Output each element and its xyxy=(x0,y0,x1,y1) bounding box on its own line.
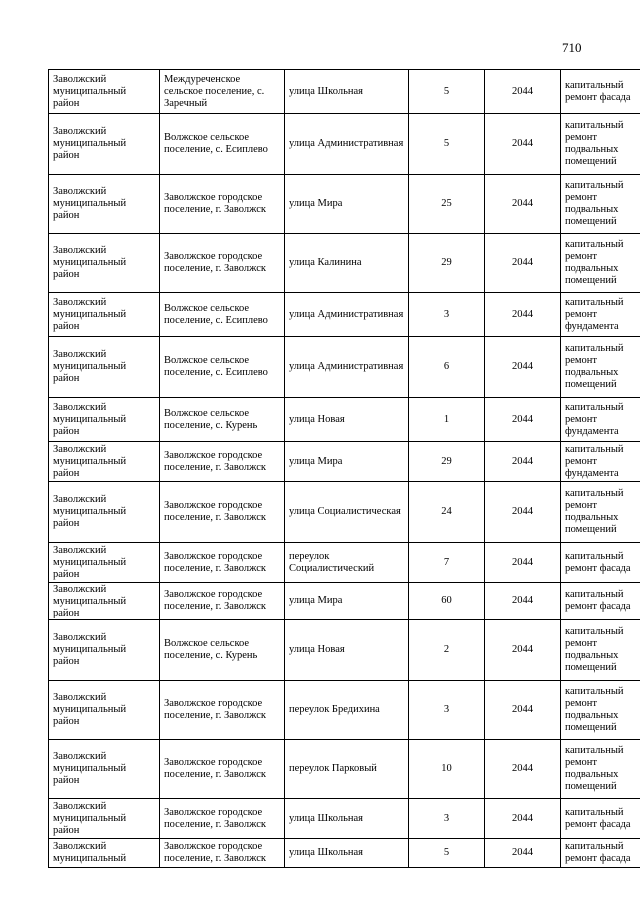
work-type-cell-text: капитальный ремонт подвальных помещений xyxy=(565,488,624,535)
work-type-cell xyxy=(561,70,640,114)
street-cell-text: улица Административная xyxy=(289,361,404,372)
year-cell xyxy=(485,398,561,442)
house-number-cell xyxy=(409,337,485,398)
year-cell-text: 2044 xyxy=(512,556,533,568)
settlement-cell xyxy=(160,114,285,175)
district-cell xyxy=(49,583,160,620)
district-cell-text: Заволжский муниципальный район xyxy=(53,800,127,836)
page-number: 710 xyxy=(562,40,582,55)
settlement-cell xyxy=(160,482,285,543)
year-cell-text: 2044 xyxy=(512,361,533,372)
year-cell-text: 2044 xyxy=(512,847,533,858)
street-cell xyxy=(285,234,409,293)
work-type-cell xyxy=(561,293,640,337)
work-type-cell xyxy=(561,620,640,681)
street-cell xyxy=(285,583,409,620)
street-cell-text: улица Мира xyxy=(289,455,343,467)
street-cell-text: улица Новая xyxy=(289,413,345,425)
settlement-cell-text: Волжское сельское поселение, с. Курень xyxy=(164,638,258,661)
house-number-cell xyxy=(409,543,485,583)
year-cell-text: 2044 xyxy=(512,138,533,149)
work-type-cell-text: капитальный ремонт фасада xyxy=(565,79,631,103)
work-type-cell-text: капитальный ремонт подвальных помещений xyxy=(565,626,624,673)
work-type-cell-text: капитальный ремонт фасада xyxy=(565,841,631,864)
street-cell-text: улица Калинина xyxy=(289,257,362,268)
settlement-cell xyxy=(160,442,285,482)
district-cell-text: Заволжский муниципальный район xyxy=(53,401,127,437)
house-number-cell-text: 60 xyxy=(441,595,452,606)
table-row xyxy=(49,482,640,543)
table-row xyxy=(49,442,640,482)
district-cell xyxy=(49,482,160,543)
work-type-cell xyxy=(561,442,640,482)
settlement-cell-text: Заволжское городское поселение, г. Заволжск xyxy=(164,449,266,473)
street-cell xyxy=(285,839,409,868)
house-number-cell-text: 5 xyxy=(443,85,450,97)
year-cell xyxy=(485,234,561,293)
house-number-cell xyxy=(409,398,485,442)
year-cell xyxy=(485,442,561,482)
table-row xyxy=(49,543,640,583)
table-row xyxy=(49,583,640,620)
district-cell xyxy=(49,337,160,398)
year-cell-text: 2044 xyxy=(512,595,533,606)
year-cell xyxy=(485,293,561,337)
house-number-cell xyxy=(409,175,485,234)
work-type-cell-text: капитальный ремонт подвальных помещений xyxy=(565,180,624,227)
settlement-cell-text: Заволжское городское поселение, г. Заволжск xyxy=(164,806,266,830)
street-cell xyxy=(285,543,409,583)
district-cell-text: Заволжский муниципальный район xyxy=(53,632,127,667)
house-number-cell xyxy=(409,620,485,681)
work-type-cell-text: капитальный ремонт подвальных помещений xyxy=(565,745,624,792)
house-number-cell xyxy=(409,583,485,620)
year-cell xyxy=(485,620,561,681)
house-number-cell-text: 3 xyxy=(443,704,450,715)
table-row xyxy=(49,114,640,175)
house-number-cell-text: 1 xyxy=(443,413,450,425)
settlement-cell-text: Междуреченское сельское поселение, с. Заречный xyxy=(164,73,265,109)
table-row xyxy=(49,175,640,234)
street-cell xyxy=(285,398,409,442)
year-cell xyxy=(485,740,561,799)
district-cell-text: Заволжский муниципальный район xyxy=(53,245,127,280)
work-type-cell-text: капитальный ремонт фасада xyxy=(565,589,631,612)
district-cell-text: Заволжский муниципальный район xyxy=(53,73,127,109)
house-number-cell-text: 24 xyxy=(441,506,452,517)
street-cell-text: улица Мира xyxy=(289,595,343,606)
district-cell xyxy=(49,398,160,442)
street-cell-text: переулок Бредихина xyxy=(289,704,380,715)
housing-repair-table xyxy=(48,69,640,868)
house-number-cell-text: 25 xyxy=(441,198,452,209)
street-cell-text: улица Школьная xyxy=(289,812,363,824)
district-cell-text: Заволжский муниципальный xyxy=(53,841,127,864)
settlement-cell xyxy=(160,234,285,293)
house-number-cell-text: 29 xyxy=(441,257,452,268)
district-cell-text: Заволжский муниципальный район xyxy=(53,443,127,479)
district-cell xyxy=(49,293,160,337)
house-number-cell-text: 10 xyxy=(441,763,452,774)
house-number-cell xyxy=(409,740,485,799)
street-cell xyxy=(285,681,409,740)
work-type-cell xyxy=(561,543,640,583)
work-type-cell xyxy=(561,175,640,234)
district-cell xyxy=(49,740,160,799)
year-cell xyxy=(485,799,561,839)
district-cell-text: Заволжский муниципальный район xyxy=(53,126,127,161)
table-row xyxy=(49,620,640,681)
work-type-cell-text: капитальный ремонт подвальных помещений xyxy=(565,239,624,286)
settlement-cell xyxy=(160,293,285,337)
district-cell xyxy=(49,681,160,740)
year-cell-text: 2044 xyxy=(512,257,533,268)
year-cell-text: 2044 xyxy=(512,763,533,774)
street-cell xyxy=(285,114,409,175)
settlement-cell xyxy=(160,740,285,799)
table-row xyxy=(49,293,640,337)
street-cell xyxy=(285,799,409,839)
work-type-cell xyxy=(561,114,640,175)
street-cell xyxy=(285,442,409,482)
year-cell-text: 2044 xyxy=(512,198,533,209)
house-number-cell-text: 3 xyxy=(443,308,450,320)
year-cell xyxy=(485,70,561,114)
district-cell-text: Заволжский муниципальный район xyxy=(53,296,127,332)
street-cell-text: переулок Парковый xyxy=(289,763,377,774)
house-number-cell xyxy=(409,234,485,293)
house-number-cell-text: 5 xyxy=(443,847,450,858)
work-type-cell xyxy=(561,337,640,398)
table-row xyxy=(49,234,640,293)
house-number-cell xyxy=(409,482,485,543)
settlement-cell xyxy=(160,681,285,740)
street-cell xyxy=(285,740,409,799)
year-cell xyxy=(485,337,561,398)
settlement-cell-text: Заволжское городское поселение, г. Заволжск xyxy=(164,589,266,612)
district-cell xyxy=(49,114,160,175)
work-type-cell-text: капитальный ремонт фасада xyxy=(565,806,631,830)
street-cell-text: улица Школьная xyxy=(289,85,363,97)
settlement-cell-text: Заволжское городское поселение, г. Заволжск xyxy=(164,550,266,574)
settlement-cell-text: Заволжское городское поселение, г. Заволжск xyxy=(164,500,266,523)
table-row xyxy=(49,681,640,740)
year-cell-text: 2044 xyxy=(512,308,533,320)
settlement-cell-text: Заволжское городское поселение, г. Заволжск xyxy=(164,251,266,274)
year-cell-text: 2044 xyxy=(512,506,533,517)
work-type-cell-text: капитальный ремонт фундамента xyxy=(565,443,624,479)
house-number-cell-text: 29 xyxy=(441,455,452,467)
house-number-cell-text: 6 xyxy=(443,361,450,372)
house-number-cell xyxy=(409,293,485,337)
house-number-cell xyxy=(409,799,485,839)
work-type-cell-text: капитальный ремонт фундамента xyxy=(565,401,624,437)
settlement-cell-text: Заволжское городское поселение, г. Заволжск xyxy=(164,192,266,215)
table-row xyxy=(49,398,640,442)
street-cell xyxy=(285,175,409,234)
work-type-cell xyxy=(561,234,640,293)
district-cell xyxy=(49,175,160,234)
district-cell-text: Заволжский муниципальный район xyxy=(53,751,127,786)
year-cell-text: 2044 xyxy=(512,704,533,715)
district-cell xyxy=(49,839,160,868)
house-number-cell-text: 2 xyxy=(443,644,450,655)
street-cell-text: переулок Социалистический xyxy=(289,550,375,574)
year-cell xyxy=(485,482,561,543)
district-cell xyxy=(49,442,160,482)
settlement-cell xyxy=(160,543,285,583)
work-type-cell xyxy=(561,839,640,868)
house-number-cell xyxy=(409,681,485,740)
street-cell-text: улица Новая xyxy=(289,644,345,655)
year-cell-text: 2044 xyxy=(512,85,533,97)
year-cell xyxy=(485,175,561,234)
work-type-cell-text: капитальный ремонт фундамента xyxy=(565,296,624,332)
street-cell-text: улица Административная xyxy=(289,138,404,149)
settlement-cell-text: Заволжское городское поселение, г. Заволжск xyxy=(164,757,266,780)
work-type-cell xyxy=(561,583,640,620)
work-type-cell-text: капитальный ремонт подвальных помещений xyxy=(565,686,624,733)
settlement-cell-text: Заволжское городское поселение, г. Заволжск xyxy=(164,698,266,721)
year-cell xyxy=(485,839,561,868)
street-cell-text: улица Школьная xyxy=(289,847,363,858)
year-cell xyxy=(485,114,561,175)
district-cell-text: Заволжский муниципальный район xyxy=(53,584,127,618)
district-cell xyxy=(49,234,160,293)
year-cell-text: 2044 xyxy=(512,644,533,655)
year-cell xyxy=(485,583,561,620)
district-cell-text: Заволжский муниципальный район xyxy=(53,494,127,529)
house-number-cell xyxy=(409,839,485,868)
district-cell-text: Заволжский муниципальный район xyxy=(53,544,127,580)
house-number-cell xyxy=(409,70,485,114)
table-row xyxy=(49,799,640,839)
house-number-cell xyxy=(409,114,485,175)
street-cell xyxy=(285,337,409,398)
street-cell xyxy=(285,70,409,114)
table-row xyxy=(49,70,640,114)
house-number-cell-text: 7 xyxy=(443,556,450,568)
house-number-cell-text: 5 xyxy=(443,138,450,149)
settlement-cell-text: Волжское сельское поселение, с. Курень xyxy=(164,407,258,431)
table-row xyxy=(49,337,640,398)
settlement-cell xyxy=(160,337,285,398)
settlement-cell xyxy=(160,620,285,681)
table-row xyxy=(49,839,640,868)
district-cell xyxy=(49,70,160,114)
settlement-cell-text: Заволжское городское поселение, г. Заволжск xyxy=(164,841,266,864)
district-cell xyxy=(49,799,160,839)
street-cell xyxy=(285,482,409,543)
work-type-cell xyxy=(561,681,640,740)
work-type-cell xyxy=(561,740,640,799)
settlement-cell-text: Волжское сельское поселение, с. Есиплево xyxy=(164,302,268,326)
street-cell-text: улица Социалистическая xyxy=(289,506,401,517)
work-type-cell xyxy=(561,799,640,839)
work-type-cell xyxy=(561,398,640,442)
settlement-cell-text: Волжское сельское поселение, с. Есиплево xyxy=(164,355,268,378)
settlement-cell-text: Волжское сельское поселение, с. Есиплево xyxy=(164,132,268,155)
work-type-cell-text: капитальный ремонт подвальных помещений xyxy=(565,343,624,390)
settlement-cell xyxy=(160,583,285,620)
settlement-cell xyxy=(160,839,285,868)
work-type-cell-text: капитальный ремонт подвальных помещений xyxy=(565,120,624,167)
settlement-cell xyxy=(160,398,285,442)
district-cell-text: Заволжский муниципальный район xyxy=(53,692,127,727)
house-number-cell-text: 3 xyxy=(443,812,450,824)
year-cell-text: 2044 xyxy=(512,812,533,824)
settlement-cell xyxy=(160,175,285,234)
settlement-cell xyxy=(160,70,285,114)
settlement-cell xyxy=(160,799,285,839)
street-cell xyxy=(285,620,409,681)
district-cell xyxy=(49,620,160,681)
district-cell xyxy=(49,543,160,583)
street-cell xyxy=(285,293,409,337)
work-type-cell-text: капитальный ремонт фасада xyxy=(565,550,631,574)
work-type-cell xyxy=(561,482,640,543)
year-cell xyxy=(485,543,561,583)
district-cell-text: Заволжский муниципальный район xyxy=(53,186,127,221)
district-cell-text: Заволжский муниципальный район xyxy=(53,349,127,384)
year-cell xyxy=(485,681,561,740)
house-number-cell xyxy=(409,442,485,482)
table-row xyxy=(49,740,640,799)
year-cell-text: 2044 xyxy=(512,455,533,467)
street-cell-text: улица Мира xyxy=(289,198,343,209)
street-cell-text: улица Административная xyxy=(289,308,404,320)
year-cell-text: 2044 xyxy=(512,413,533,425)
table-body xyxy=(49,70,640,868)
